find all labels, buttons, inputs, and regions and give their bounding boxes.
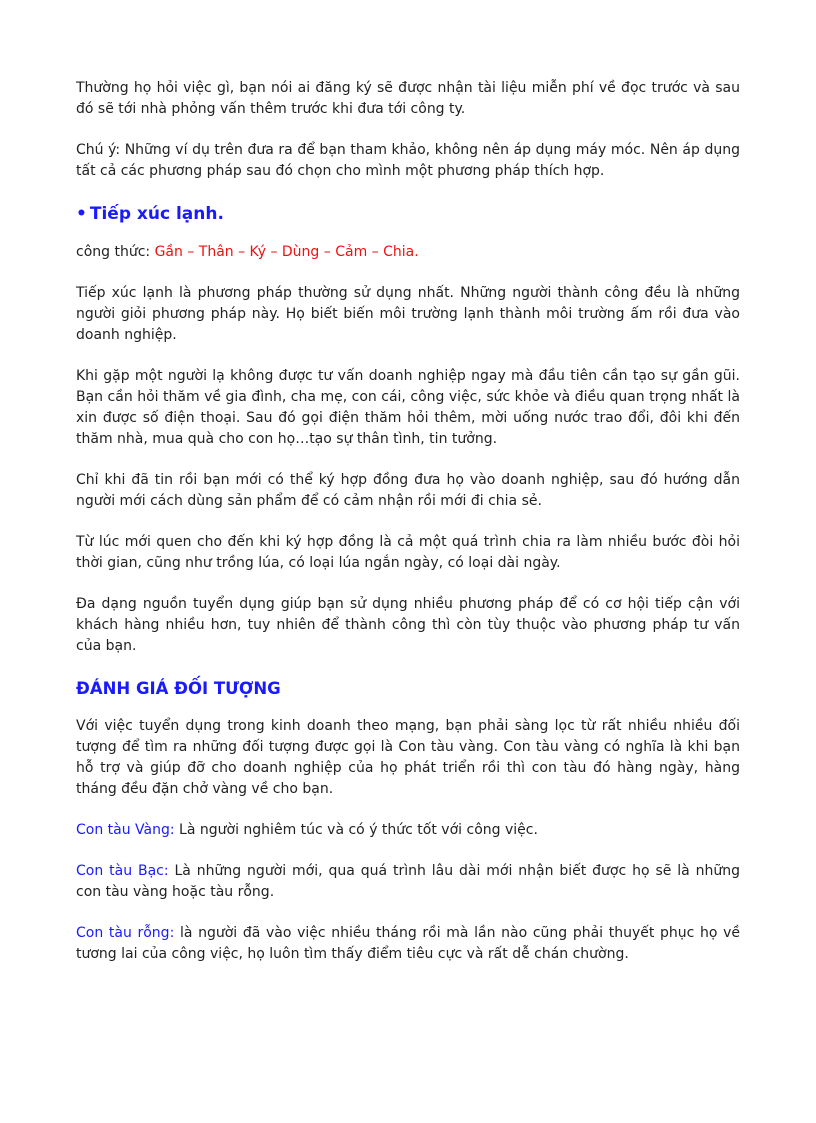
document-page (76, 78, 740, 985)
definition-item (76, 861, 740, 903)
bullet-icon: • (76, 204, 87, 224)
formula-label: công thức: (76, 244, 155, 260)
section-heading: ĐÁNH GIÁ ĐỐI TƯỢNG (76, 679, 281, 698)
definition-desc: Là người nghiêm túc và có ý thức tốt với công việc. (174, 822, 538, 838)
paragraph: Đa dạng nguồn tuyển dụng giúp bạn sử dụng nhiều phương pháp để có cơ hội tiếp cận với khách hàng nhiều hơn, tuy nhiên để thành công thì còn tùy thuộc vào phương pháp tư vấn của bạn. (76, 596, 740, 654)
paragraph: Từ lúc mới quen cho đến khi ký hợp đồng là cả một quá trình chia ra làm nhiều bước đòi hỏi thời gian, cũng như trồng lúa, có loại lúa ngắn ngày, có loại dài ngày. (76, 534, 740, 571)
paragraph-note: Chú ý: Những ví dụ trên đưa ra để bạn tham khảo, không nên áp dụng máy móc. Nên áp dụng tất cả các phương pháp sau đó chọn cho mình một phương pháp thích hợp. (76, 142, 740, 179)
definition-term: Con tàu Vàng: (76, 822, 175, 838)
formula-line (76, 242, 740, 263)
bullet-heading (76, 202, 740, 226)
paragraph: Tiếp xúc lạnh là phương pháp thường sử dụng nhất. Những người thành công đều là những người giỏi phương pháp này. Họ biết biến môi trường lạnh thành môi trường ấm rồi đưa vào doanh nghiệp. (76, 285, 740, 343)
definition-item (76, 923, 740, 965)
paragraph: Khi gặp một người lạ không được tư vấn doanh nghiệp ngay mà đầu tiên cần tạo sự gần gũi. Bạn cần hỏi thăm về gia đình, cha mẹ, con cái, công việc, sức khỏe và điều quan trọng nhất là xin được số điện thoại. Sau đó gọi điện thăm hỏi thêm, mời uống nước trao đổi, đôi khi đến thăm nhà, mua quà cho con họ…tạo sự thân tình, tin tưởng. (76, 368, 740, 447)
paragraph: Chỉ khi đã tin rồi bạn mới có thể ký hợp đồng đưa họ vào doanh nghiệp, sau đó hướng dẫn người mới cách dùng sản phẩm để có cảm nhận rồi mới đi chia sẻ. (76, 472, 740, 509)
definition-desc: là người đã vào việc nhiều tháng rồi mà lần nào cũng phải thuyết phục họ về tương lai của công việc, họ luôn tìm thấy điểm tiêu cực và rất dễ chán chường. (76, 925, 740, 962)
definition-desc: Là những người mới, qua quá trình lâu dài mới nhận biết được họ sẽ là những con tàu vàng hoặc tàu rỗng. (76, 863, 741, 900)
paragraph: Thường họ hỏi việc gì, bạn nói ai đăng ký sẽ được nhận tài liệu miễn phí về đọc trước và sau đó sẽ tới nhà phỏng vấn thêm trước khi đưa tới công ty. (76, 80, 740, 117)
definition-item (76, 820, 740, 841)
definition-term: Con tàu rỗng: (76, 925, 175, 941)
paragraph: Với việc tuyển dụng trong kinh doanh theo mạng, bạn phải sàng lọc từ rất nhiều nhiều đối tượng để tìm ra những đối tượng được gọi là Con tàu vàng. Con tàu vàng có nghĩa là khi bạn hỗ trợ và giúp đỡ cho doanh nghiệp của họ phát triển rồi thì con tàu đó hàng ngày, hàng tháng đều đặn chở vàng về cho bạn. (76, 718, 740, 797)
formula-value: Gần – Thân – Ký – Dùng – Cảm – Chia. (154, 244, 419, 260)
definition-term: Con tàu Bạc: (76, 863, 169, 879)
heading-text: Tiếp xúc lạnh. (89, 204, 224, 224)
